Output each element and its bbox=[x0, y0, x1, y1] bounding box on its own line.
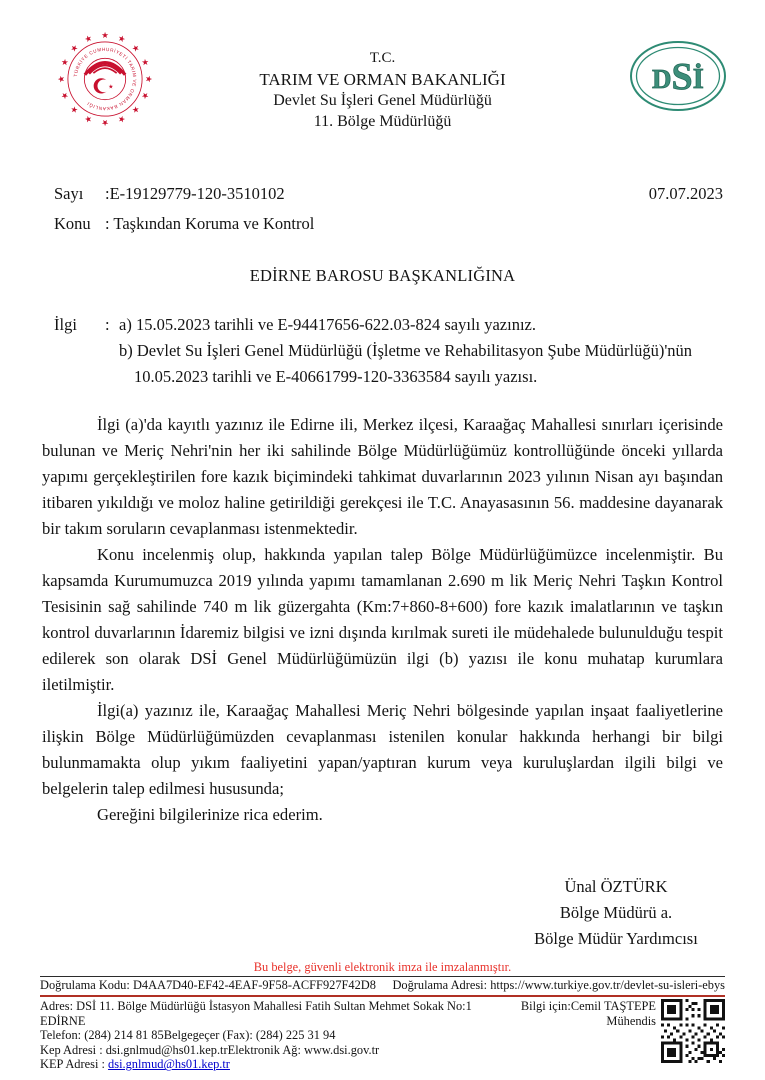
signature-block bbox=[503, 874, 729, 952]
konu-row bbox=[54, 209, 723, 239]
footer-columns bbox=[40, 999, 725, 1072]
svg-text:★: ★ bbox=[108, 84, 114, 91]
phone-line: Telefon: (284) 214 81 85Belgegeçer (Fax): (284) 225 31 94 bbox=[40, 1028, 336, 1043]
document-footer bbox=[40, 960, 725, 1072]
dsi-logo-icon bbox=[627, 36, 729, 116]
contact-block bbox=[521, 999, 656, 1028]
verification-code-value: D4AA7D40-EF42-4EAF-9F58-ACFF927F42D8 bbox=[132, 978, 376, 993]
dsi-logo-text: DSİ bbox=[652, 56, 704, 98]
signatory-title-1: Bölge Müdürü a. bbox=[559, 903, 673, 922]
body-paragraph-2: Konu incelenmiş olup, hakkında yapılan talep Bölge Müdürlüğümüzce incelenmiştir. Bu kapsamda Kurumumuzca 2019 yılında yapımı tamamlanan 2.690 m lik Meriç Nehri Taşkın Kontrol Tesisinin sağ sahilinde 740 m lik güzergahta (Km:7+860-8+600) fore kazık imalatlarının ve taşkın kontrol duvarlarının İdaremiz bilgisi ve izni dışında kırılmak sureti ile müdehalede bulunulduğu tespit edilerek son olarak DSİ Genel Müdürlüğümüzün ilgi (b) yazısı ile konu muhatap kurumlara iletilmiştir. bbox=[42, 545, 723, 694]
header-directorate: Devlet Su İşleri Genel Müdürlüğü bbox=[273, 92, 492, 109]
esign-notice: Bu belge, güvenli elektronik imza ile imzalanmıştır. bbox=[253, 959, 512, 974]
closing-sentence: Gereğini bilgilerinize rica ederim. bbox=[97, 805, 323, 824]
ilgi-colon: : bbox=[105, 315, 110, 334]
recipient-title: EDİRNE BAROSU BAŞKANLIĞINA bbox=[249, 266, 516, 285]
letter-body bbox=[42, 412, 723, 828]
verification-address-label: Doğrulama Adresi: bbox=[392, 978, 488, 993]
header-regional-directorate: 11. Bölge Müdürlüğü bbox=[313, 113, 452, 130]
sayi-value: :E-19129779-120-3510102 bbox=[105, 184, 285, 203]
verification-code bbox=[40, 978, 376, 993]
document-date: 07.07.2023 bbox=[648, 184, 723, 203]
sayi-label: Sayı bbox=[54, 184, 84, 203]
kep2-label: KEP Adresi : bbox=[40, 1057, 109, 1072]
konu-value: : Taşkından Koruma ve Kontrol bbox=[105, 214, 315, 233]
kep-line: Kep Adresi : dsi.gnlmud@hs01.kep.trElektronik Ağ: www.dsi.gov.tr bbox=[40, 1042, 380, 1057]
verification-address-value: https://www.turkiye.gov.tr/devlet-su-isleri-ebys bbox=[490, 978, 725, 993]
header-tc: T.C. bbox=[369, 50, 396, 66]
body-paragraph-3: İlgi(a) yazınız ile, Karaağaç Mahallesi Meriç Nehri bölgesinde yapılan inşaat faaliyetlerine ilişkin Bölge Müdürlüğümüzden cevaplanması istenilen konular hakkında herhangi bir bilgi bulunmamakta olup yıkım faaliyetini yapan/yaptıran kurum veya kuruluşlardan ilgili bilgi ve belgelerin talep edilmesi hususunda; bbox=[42, 701, 723, 798]
ministry-emblem-icon bbox=[52, 26, 158, 132]
ilgi-lines bbox=[119, 312, 723, 390]
address-line-1: Adres: DSİ 11. Bölge Müdürlüğü İstasyon Mahallesi Fatih Sultan Mehmet Sokak No:1 bbox=[40, 999, 472, 1014]
address-block bbox=[40, 999, 521, 1072]
crescent-star-icon bbox=[94, 78, 114, 93]
verification-address bbox=[392, 978, 725, 993]
contact-person: Bilgi için:Cemil TAŞTEPE bbox=[520, 999, 656, 1014]
emblem-star-ring bbox=[56, 30, 154, 128]
svg-text:TÜRKİYE CUMHURİYETİ TARIM VE O bbox=[73, 47, 138, 111]
ilgi-label: İlgi bbox=[54, 315, 77, 334]
ilgi-item-b-continued: 10.05.2023 tarihli ve E-40661799-120-3363584 sayılı yazısı. bbox=[134, 367, 538, 386]
ilgi-item-b: b) Devlet Su İşleri Genel Müdürlüğü (İşletme ve Rehabilitasyon Şube Müdürlüğü)'nün bbox=[119, 341, 693, 360]
qr-code-icon bbox=[661, 999, 725, 1063]
signatory-title-2: Bölge Müdür Yardımcısı bbox=[534, 929, 698, 948]
address-line-2: EDİRNE bbox=[40, 1013, 86, 1028]
footer-divider-red bbox=[40, 995, 725, 997]
body-paragraph-1: İlgi (a)'da kayıtlı yazınız ile Edirne ili, Merkez ilçesi, Karaağaç Mahallesi sınırları içerisinde bulunan ve Meriç Nehri'nin her iki sahilinde Bölge Müdürlüğümüz kontrollüğünde önceki yıllarda yapımı gerçekleştirilen fore kazık biçimindeki tahkimat duvarlarının 2023 yılının Nisan ayı başından itibaren yıkıldığı ve moloz haline getirildiği gerekçesi ile T.C. Anayasasının 56. maddesine dayanarak bir takım soruların cevaplanması istenmektedir. bbox=[42, 415, 723, 538]
emblem-ring-text: TÜRKİYE CUMHURİYETİ TARIM VE ORMAN BAKANLIĞI bbox=[72, 46, 138, 112]
contact-title: Mühendis bbox=[606, 1013, 656, 1028]
verification-code-label: Doğrulama Kodu: bbox=[40, 978, 130, 993]
signatory-name: Ünal ÖZTÜRK bbox=[564, 877, 668, 896]
ilgi-item-a: a) 15.05.2023 tarihli ve E-94417656-622.03-824 sayılı yazınız. bbox=[119, 315, 536, 334]
kep-email-link[interactable]: dsi.gnlmud@hs01.kep.tr bbox=[108, 1057, 230, 1072]
sayi-row bbox=[54, 179, 723, 209]
references-block bbox=[54, 312, 723, 390]
verification-row bbox=[40, 977, 725, 995]
header-ministry: TARIM VE ORMAN BAKANLIĞI bbox=[259, 70, 506, 89]
document-meta bbox=[54, 179, 723, 239]
konu-label: Konu bbox=[54, 214, 91, 233]
letterhead bbox=[0, 0, 765, 132]
kep-line-2 bbox=[40, 1057, 521, 1072]
